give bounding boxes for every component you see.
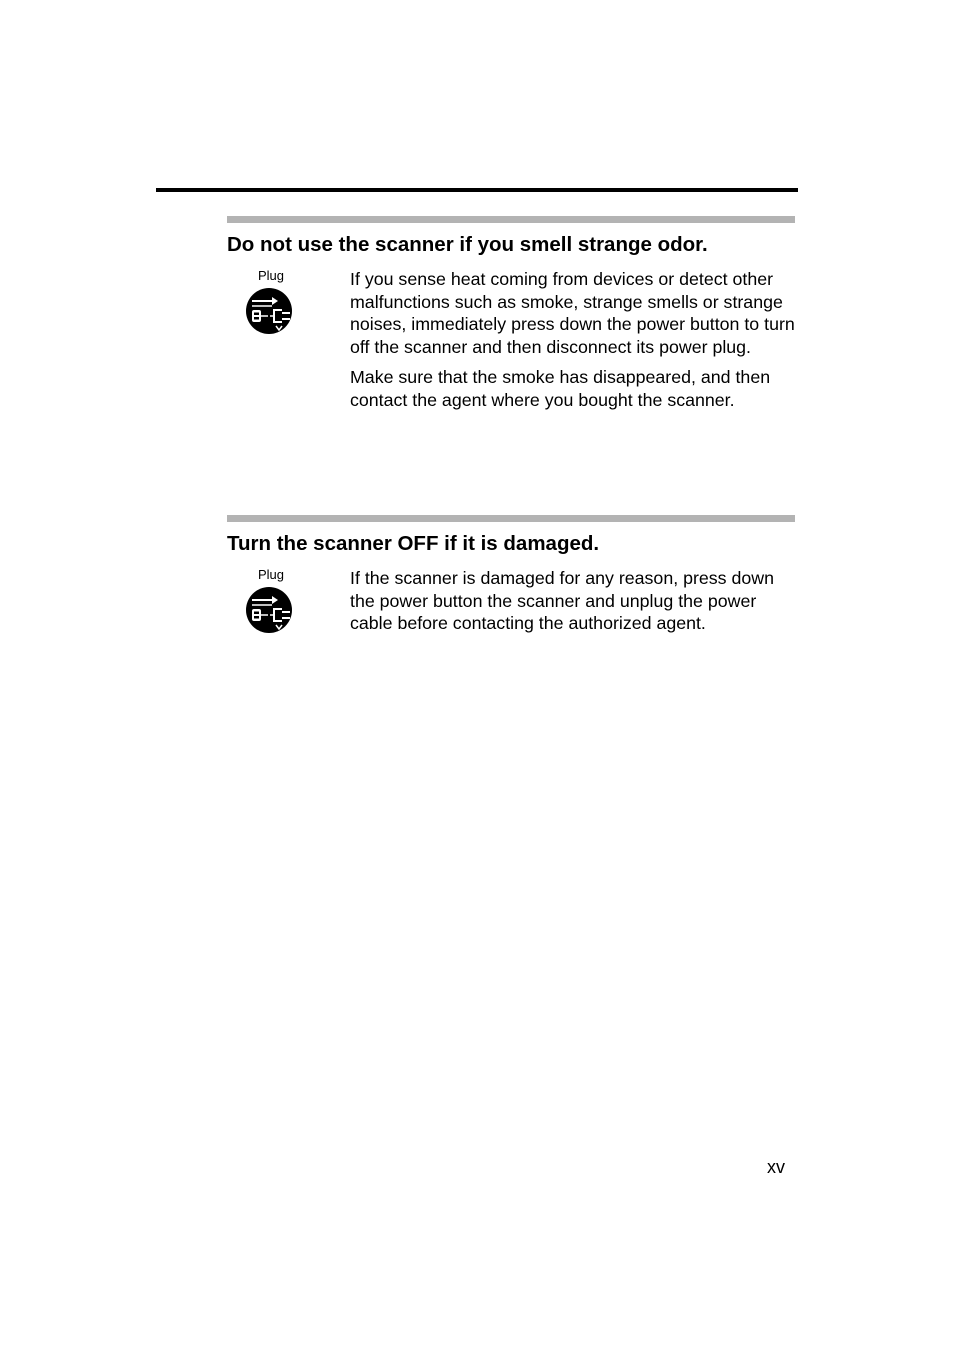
paragraph: Make sure that the smoke has disappeared, and then contact the agent where you bought the scanner. xyxy=(350,367,771,410)
section-heading: Turn the scanner OFF if it is damaged. xyxy=(227,532,600,555)
plug-icon-label: Plug xyxy=(257,567,285,582)
section-text xyxy=(350,268,798,412)
section-divider xyxy=(227,515,795,522)
unplug-symbol-icon xyxy=(246,286,296,336)
paragraph: If the scanner is damaged for any reason, press down the power button the scanner and unplug the power cable before contacting the authorized agent. xyxy=(350,568,775,634)
paragraph: If you sense heat coming from devices or detect other malfunctions such as smoke, strange smells or strange noises, immediately press down the power button to turn off the scanner and then disconnect its power plug. xyxy=(350,269,795,357)
page-number: xv xyxy=(767,1157,785,1177)
section-text xyxy=(350,567,798,635)
unplug-symbol-icon xyxy=(246,585,296,635)
plug-icon-label: Plug xyxy=(257,268,285,283)
warning-section-odor xyxy=(227,216,795,410)
section-heading: Do not use the scanner if you smell strange odor. xyxy=(227,233,708,256)
unplug-power-icon xyxy=(246,567,296,637)
warning-section-damaged xyxy=(227,515,795,634)
section-divider xyxy=(227,216,795,223)
unplug-power-icon xyxy=(246,268,296,338)
header-rule xyxy=(156,188,798,192)
